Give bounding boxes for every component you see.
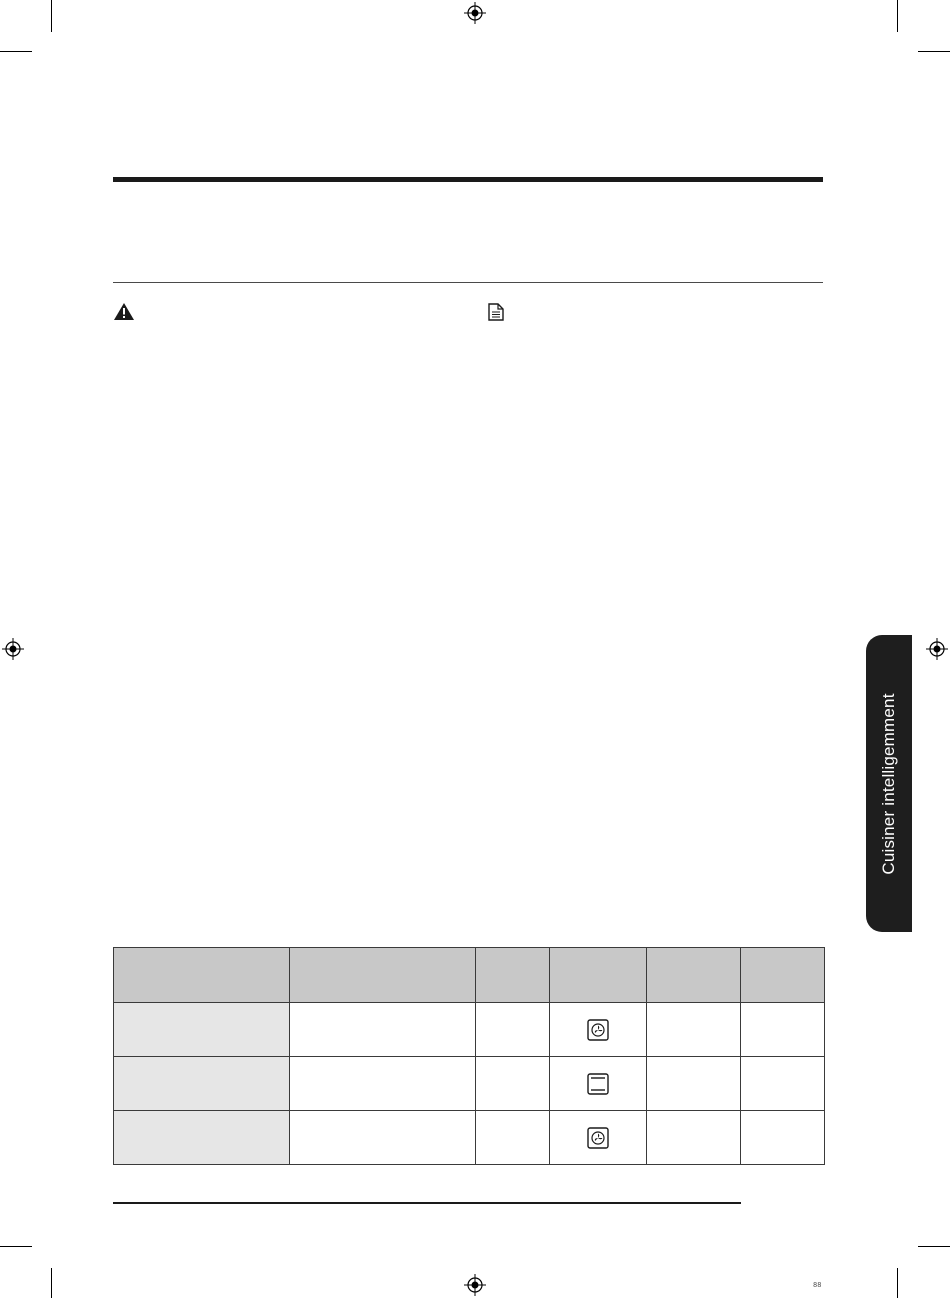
crop-mark: [51, 1268, 52, 1298]
table-cell: [550, 1057, 647, 1111]
chapter-tab-label: Cuisiner intelligemment: [879, 692, 898, 875]
table-header-cell: [647, 948, 741, 1003]
footer-rule: [113, 1202, 741, 1204]
chapter-side-tab: [866, 635, 912, 932]
table-row: [114, 1003, 825, 1057]
crop-mark: [897, 0, 898, 32]
table-header-cell: [476, 948, 550, 1003]
table-cell: [476, 1057, 550, 1111]
registration-mark-icon: [2, 638, 24, 660]
table-cell: [741, 1111, 825, 1165]
registration-mark-icon: [464, 2, 486, 24]
table-header-row: [114, 948, 825, 1003]
crop-mark: [918, 1246, 950, 1247]
warning-triangle-icon: [114, 303, 134, 320]
crop-mark: [918, 51, 950, 52]
table-cell: [476, 1111, 550, 1165]
table-cell: [476, 1003, 550, 1057]
note-document-icon: [488, 303, 504, 321]
table-cell: [550, 1111, 647, 1165]
table-cell: [550, 1003, 647, 1057]
table-cell: [290, 1003, 476, 1057]
table-header-cell: [550, 948, 647, 1003]
crop-mark: [51, 0, 52, 32]
registration-mark-icon: [926, 638, 948, 660]
table-header-cell: [290, 948, 476, 1003]
table-row: [114, 1057, 825, 1111]
table-cell: [647, 1057, 741, 1111]
table-cell: [741, 1003, 825, 1057]
table-cell: [647, 1111, 741, 1165]
table-cell: [741, 1057, 825, 1111]
crop-mark: [897, 1268, 898, 1298]
section-divider: [113, 282, 823, 283]
table-cell: [290, 1111, 476, 1165]
fan-convection-icon: [587, 1127, 609, 1149]
crop-mark: [0, 51, 32, 52]
top-bottom-heat-icon: [587, 1073, 609, 1095]
table-cell: [114, 1003, 290, 1057]
table-cell: [114, 1057, 290, 1111]
cooking-table: [113, 947, 825, 1165]
page-number: 88: [813, 1281, 822, 1289]
table-cell: [647, 1003, 741, 1057]
crop-mark: [0, 1246, 32, 1247]
fan-convection-icon: [587, 1019, 609, 1041]
section-top-rule: [113, 177, 823, 182]
table-header-cell: [741, 948, 825, 1003]
table-cell: [114, 1111, 290, 1165]
table-header-cell: [114, 948, 290, 1003]
table-cell: [290, 1057, 476, 1111]
registration-mark-icon: [464, 1274, 486, 1296]
table-row: [114, 1111, 825, 1165]
